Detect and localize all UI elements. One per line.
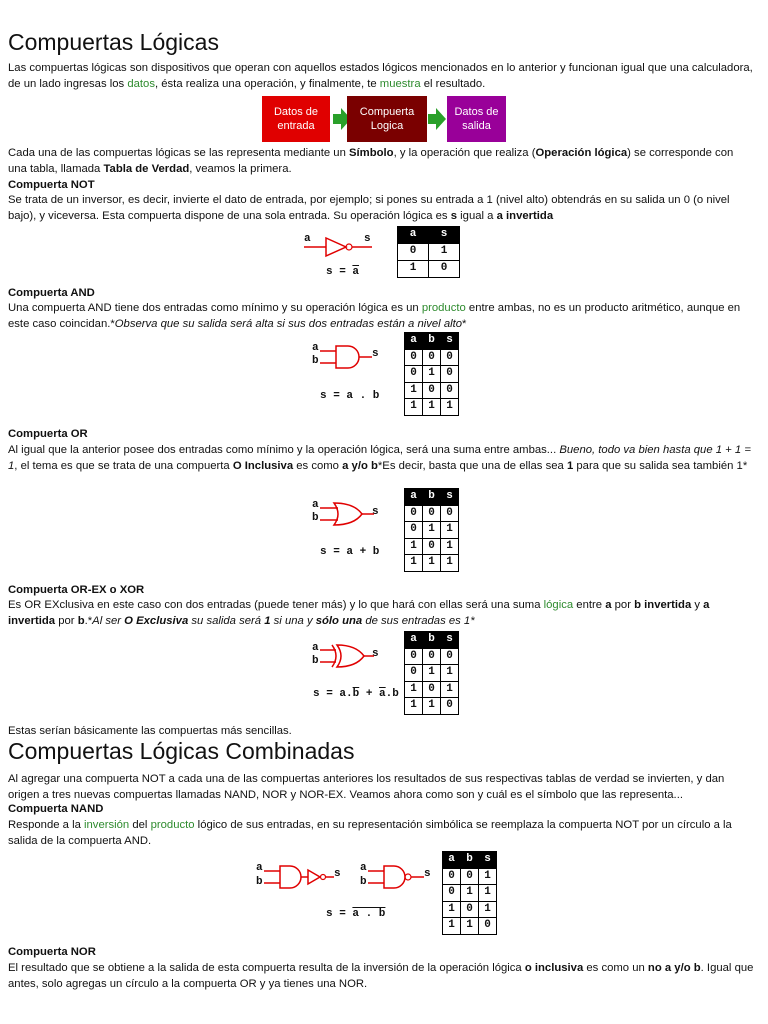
table-cell: 1 (423, 522, 441, 539)
or-truth-table (404, 488, 459, 572)
nor-title: Compuerta NOR (8, 946, 96, 958)
intro-paragraph: Las compuertas lógicas son dispositivos que operan con aquellos estados lógicos mencionados en lo anterior y funcionan igual que una calculadora, de un lado ingresas los datos, ésta realiza una operación, y finalmente, te muestra el resultado. (8, 62, 753, 90)
or-input-a: a (312, 499, 319, 511)
table-cell: 0 (443, 868, 461, 885)
xor-input-b: b (312, 655, 319, 667)
xor-truth-table (404, 631, 459, 715)
table-cell: 1 (405, 382, 423, 399)
table-cell: 0 (441, 505, 459, 522)
not-input-a: a (304, 233, 311, 245)
link-muestra[interactable]: muestra (379, 77, 421, 90)
table-cell: 0 (443, 885, 461, 902)
xor-formula: $s = a.\overline{b} + \overline{a}.b$ (313, 688, 399, 700)
and-truth-table (404, 332, 459, 416)
or-paragraph: Al igual que la anterior posee dos entradas como mínimo y la operación lógica, será una suma entre ambas... Bueno, todo va bien hasta que 1 + 1 = 1, el tema es que se trata de una compuerta O Inclusiva es como a y/o b*Es decir, basta que una de ellas sea 1 para que su salida sea también 1* (8, 444, 751, 472)
link-inversion[interactable]: inversión (84, 819, 130, 831)
flow-box-gate: Compuerta Logica (347, 96, 427, 142)
table-cell: 0 (405, 522, 423, 539)
not-table-header: a (398, 227, 429, 244)
table-cell: 0 (441, 648, 459, 665)
and-table-header: s (441, 333, 459, 350)
xor-title: Compuerta OR-EX o XOR (8, 584, 145, 596)
flow-box-output: Datos de salida (447, 96, 506, 142)
table-row (405, 522, 459, 539)
xor-table-header: a (405, 632, 423, 649)
table-cell: 1 (423, 366, 441, 383)
not-title: Compuerta NOT (8, 179, 95, 191)
table-cell: 0 (429, 261, 460, 278)
symbol-paragraph: Cada una de las compuertas lógicas se las representa mediante un Símbolo, y la operación que realiza (Operación lógica) se corresponde con una tabla, llamada Tabla de Verdad, veamos la primera. (8, 147, 734, 175)
nand-table-header: b (461, 852, 479, 869)
table-cell: 1 (405, 698, 423, 715)
or-table-header: b (423, 489, 441, 506)
table-cell: 0 (441, 349, 459, 366)
table-row (405, 648, 459, 665)
and-formula: s = a . b (320, 390, 380, 402)
nand2-input-b: b (360, 876, 367, 888)
table-cell: 0 (479, 918, 497, 935)
nand-table-header: a (443, 852, 461, 869)
table-cell: 0 (441, 366, 459, 383)
nand2-input-a: a (360, 862, 367, 874)
table-cell: 1 (441, 538, 459, 555)
table-row (405, 698, 459, 715)
table-row (443, 901, 497, 918)
table-row (405, 399, 459, 416)
table-cell: 0 (398, 244, 429, 261)
or-gate-icon (312, 501, 376, 527)
not-paragraph: Se trata de un inversor, es decir, invierte el dato de entrada, por ejemplo; si pones su entrada a 1 (nivel alto) obtendrás en su salida un 0 (o nivel bajo), y viceversa. Esta compuerta dispone de una sola entrada. Su operación lógica es s igual a a invertida (8, 194, 730, 222)
table-row (398, 261, 460, 278)
table-cell: 0 (405, 665, 423, 682)
table-row (405, 366, 459, 383)
and-title: Compuerta AND (8, 287, 95, 299)
nor-paragraph: El resultado que se obtiene a la salida de esta compuerta resulta de la inversión de la operación lógica o inclusiva es como un no a y/o b. Igual que antes, solo agregas un círculo a la compuerta OR y ya tienes una NOR. (8, 962, 754, 990)
table-row (398, 244, 460, 261)
table-cell: 1 (441, 522, 459, 539)
table-cell: 1 (423, 698, 441, 715)
nand-paragraph: Responde a la inversión del producto lógico de sus entradas, en su representación simbólica se reemplaza la compuerta NOT por un círculo a la salida de la compuerta AND. (8, 819, 732, 847)
nand1-input-b: b (256, 876, 263, 888)
nand-truth-table (442, 851, 497, 935)
page-title: Compuertas Lógicas (8, 29, 219, 55)
and-input-a: a (312, 342, 319, 354)
and-output-s: s (372, 348, 379, 360)
table-cell: 1 (441, 555, 459, 572)
table-cell: 1 (429, 244, 460, 261)
and-gate-icon (312, 344, 376, 370)
not-output-s: s (364, 233, 371, 245)
and-input-b: b (312, 355, 319, 367)
or-title: Compuerta OR (8, 428, 88, 440)
table-cell: 1 (479, 885, 497, 902)
table-cell: 1 (443, 901, 461, 918)
table-cell: 0 (405, 648, 423, 665)
table-cell: 1 (405, 681, 423, 698)
not-truth-table (397, 226, 460, 278)
table-cell: 1 (479, 901, 497, 918)
nand-formula: s = a . b (326, 908, 386, 920)
or-formula: s = a + b (320, 546, 380, 558)
closing-text: Estas serían básicamente las compuertas más sencillas. (8, 725, 292, 737)
table-cell: 1 (461, 918, 479, 935)
and-table-header: a (405, 333, 423, 350)
or-table-header: s (441, 489, 459, 506)
table-cell: 0 (461, 868, 479, 885)
table-cell: 0 (423, 538, 441, 555)
table-row (405, 555, 459, 572)
table-cell: 0 (423, 681, 441, 698)
table-cell: 1 (461, 885, 479, 902)
not-gate-icon (304, 236, 376, 258)
or-table-header: a (405, 489, 423, 506)
nand1-output-s: s (334, 868, 341, 880)
xor-table-header: s (441, 632, 459, 649)
xor-gate-icon (312, 643, 376, 669)
combined-paragraph: Al agregar una compuerta NOT a cada una de las compuertas anteriores los resultados de sus respectivas tablas de verdad se invierten, y dan origen a tres nuevas compuertas llamadas NAND, NOR y NOR-EX. Veamos ahora como son y cuál es el símbolo que las representa... (8, 773, 725, 801)
table-cell: 1 (479, 868, 497, 885)
table-cell: 0 (423, 349, 441, 366)
nand-title: Compuerta NAND (8, 803, 104, 815)
table-row (405, 665, 459, 682)
nand-table-header: s (479, 852, 497, 869)
table-cell: 0 (405, 366, 423, 383)
table-cell: 1 (405, 399, 423, 416)
xor-output-s: s (372, 648, 379, 660)
nand-gate-icon (360, 864, 428, 890)
table-cell: 1 (443, 918, 461, 935)
not-formula: $s = \overline{a}$ (326, 266, 360, 278)
table-cell: 0 (423, 505, 441, 522)
or-output-s: s (372, 506, 379, 518)
table-row (443, 868, 497, 885)
link-datos[interactable]: datos (127, 77, 155, 90)
table-cell: 1 (441, 399, 459, 416)
table-row (443, 885, 497, 902)
link-logica[interactable]: lógica (543, 599, 574, 611)
table-cell: 1 (441, 665, 459, 682)
table-cell: 1 (423, 399, 441, 416)
table-cell: 1 (405, 555, 423, 572)
table-cell: 1 (398, 261, 429, 278)
section-title-combined: Compuertas Lógicas Combinadas (8, 738, 355, 764)
table-row (405, 382, 459, 399)
table-cell: 1 (441, 681, 459, 698)
table-row (405, 505, 459, 522)
nand2-output-s: s (424, 868, 431, 880)
table-cell: 0 (441, 382, 459, 399)
table-cell: 0 (405, 505, 423, 522)
table-row (405, 681, 459, 698)
or-input-b: b (312, 512, 319, 524)
xor-input-a: a (312, 642, 319, 654)
not-table-header: s (429, 227, 460, 244)
nand1-input-a: a (256, 862, 263, 874)
nand-and-not-icon (256, 864, 336, 890)
link-producto[interactable]: producto (421, 302, 466, 314)
table-cell: 0 (423, 382, 441, 399)
table-cell: 0 (441, 698, 459, 715)
table-cell: 1 (405, 538, 423, 555)
and-table-header: b (423, 333, 441, 350)
and-paragraph: Una compuerta AND tiene dos entradas como mínimo y su operación lógica es un producto entre ambas, no es un producto aritmético, aunque en este caso coincidan.*Observa que su salida será alta si sus dos entradas están a nivel alto* (8, 302, 741, 330)
xor-table-header: b (423, 632, 441, 649)
table-cell: 0 (423, 648, 441, 665)
flow-box-input: Datos de entrada (262, 96, 330, 142)
table-row (405, 538, 459, 555)
flow-arrow-2-icon (428, 108, 446, 130)
table-cell: 0 (461, 901, 479, 918)
table-cell: 1 (423, 665, 441, 682)
xor-paragraph: Es OR EXclusiva en este caso con dos entradas (puede tener más) y lo que hará con ellas será una suma lógica entre a por b invertida y a invertida por b.*Al ser O Exclusiva su salida será 1 si una y sólo una de sus entradas es 1* (8, 599, 710, 627)
table-cell: 0 (405, 349, 423, 366)
table-cell: 1 (423, 555, 441, 572)
table-row (405, 349, 459, 366)
link-producto-nand[interactable]: producto (150, 819, 195, 831)
table-row (443, 918, 497, 935)
